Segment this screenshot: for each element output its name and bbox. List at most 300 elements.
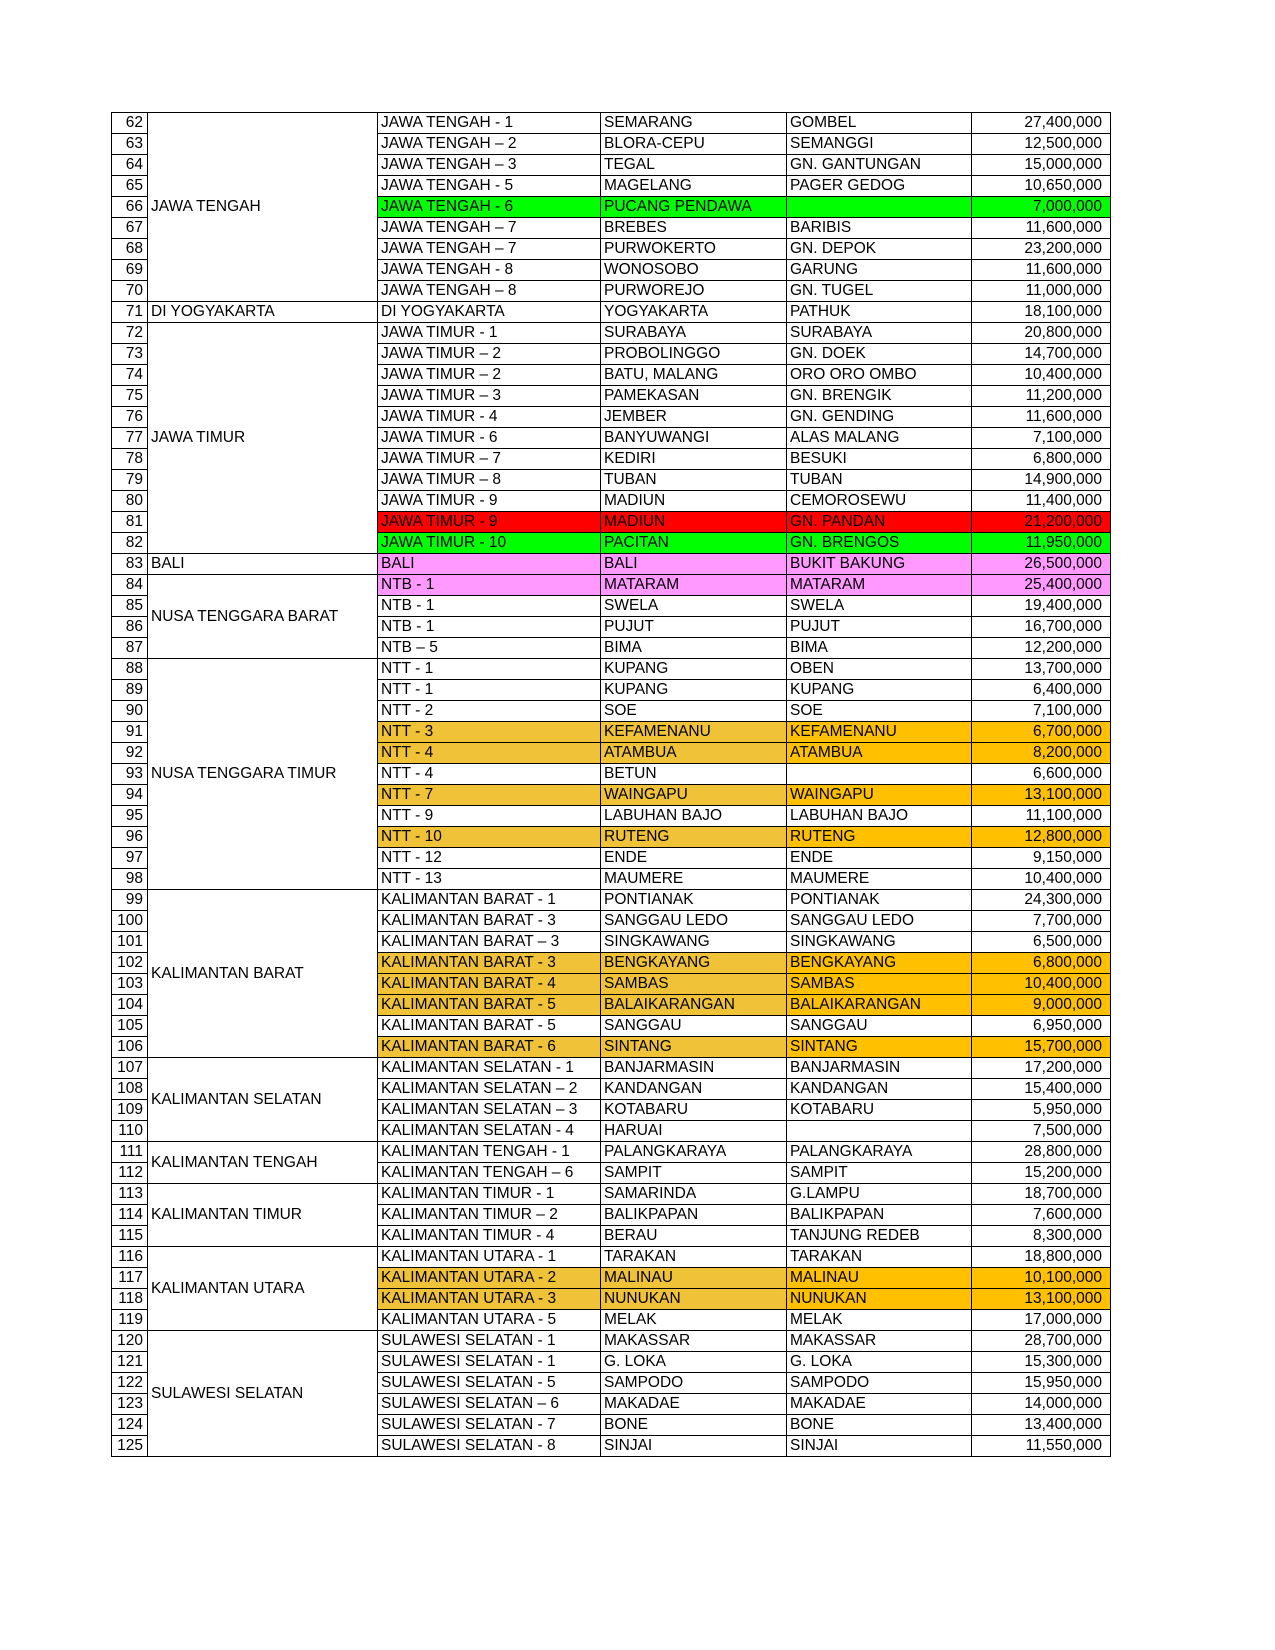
region-cell: NTT - 4	[378, 743, 601, 764]
site-cell: BANJARMASIN	[787, 1058, 972, 1079]
amount-cell: 13,100,000	[972, 1289, 1111, 1310]
amount-cell: 14,700,000	[972, 344, 1111, 365]
row-number-cell: 111	[112, 1142, 148, 1163]
region-cell: SULAWESI SELATAN - 5	[378, 1373, 601, 1394]
row-number-cell: 62	[112, 113, 148, 134]
region-cell: DI YOGYAKARTA	[378, 302, 601, 323]
row-number-cell: 107	[112, 1058, 148, 1079]
city-cell: PONTIANAK	[601, 890, 787, 911]
amount-cell: 6,500,000	[972, 932, 1111, 953]
site-cell: KANDANGAN	[787, 1079, 972, 1100]
row-number-cell: 117	[112, 1268, 148, 1289]
city-cell: BANJARMASIN	[601, 1058, 787, 1079]
city-cell: TEGAL	[601, 155, 787, 176]
amount-cell: 28,700,000	[972, 1331, 1111, 1352]
region-cell: KALIMANTAN BARAT - 1	[378, 890, 601, 911]
city-cell: BETUN	[601, 764, 787, 785]
row-number-cell: 116	[112, 1247, 148, 1268]
region-cell: KALIMANTAN BARAT - 5	[378, 1016, 601, 1037]
region-cell: NTT - 3	[378, 722, 601, 743]
row-number-cell: 74	[112, 365, 148, 386]
row-number-cell: 125	[112, 1436, 148, 1457]
site-cell: GARUNG	[787, 260, 972, 281]
city-cell: KEDIRI	[601, 449, 787, 470]
table-row	[112, 113, 1111, 134]
city-cell: MADIUN	[601, 512, 787, 533]
region-cell: KALIMANTAN SELATAN - 4	[378, 1121, 601, 1142]
region-cell: NTT - 4	[378, 764, 601, 785]
region-cell: BALI	[378, 554, 601, 575]
amount-cell: 19,400,000	[972, 596, 1111, 617]
city-cell: BIMA	[601, 638, 787, 659]
region-cell: SULAWESI SELATAN – 6	[378, 1394, 601, 1415]
region-cell: JAWA TENGAH - 6	[378, 197, 601, 218]
site-cell: PATHUK	[787, 302, 972, 323]
site-cell: KEFAMENANU	[787, 722, 972, 743]
amount-cell: 17,000,000	[972, 1310, 1111, 1331]
city-cell: BANYUWANGI	[601, 428, 787, 449]
row-number-cell: 114	[112, 1205, 148, 1226]
province-cell: NUSA TENGGARA BARAT	[148, 575, 378, 659]
amount-cell: 24,300,000	[972, 890, 1111, 911]
region-cell: NTT - 1	[378, 659, 601, 680]
region-cell: KALIMANTAN TIMUR - 1	[378, 1184, 601, 1205]
site-cell: SANGGAU	[787, 1016, 972, 1037]
city-cell: MATARAM	[601, 575, 787, 596]
region-cell: NTB - 1	[378, 596, 601, 617]
amount-cell: 7,100,000	[972, 428, 1111, 449]
region-cell: JAWA TIMUR - 9	[378, 512, 601, 533]
city-cell: RUTENG	[601, 827, 787, 848]
row-number-cell: 69	[112, 260, 148, 281]
city-cell: PURWOREJO	[601, 281, 787, 302]
region-cell: JAWA TENGAH – 3	[378, 155, 601, 176]
city-cell: MAKASSAR	[601, 1331, 787, 1352]
site-cell: GN. GENDING	[787, 407, 972, 428]
site-cell	[787, 1121, 972, 1142]
city-cell: NUNUKAN	[601, 1289, 787, 1310]
city-cell: PUCANG PENDAWA	[601, 197, 787, 218]
amount-cell: 17,200,000	[972, 1058, 1111, 1079]
region-cell: JAWA TIMUR - 10	[378, 533, 601, 554]
city-cell: BREBES	[601, 218, 787, 239]
province-cell: KALIMANTAN UTARA	[148, 1247, 378, 1331]
site-cell: BIMA	[787, 638, 972, 659]
row-number-cell: 110	[112, 1121, 148, 1142]
province-cell: SULAWESI SELATAN	[148, 1331, 378, 1457]
amount-cell: 11,550,000	[972, 1436, 1111, 1457]
amount-cell: 7,000,000	[972, 197, 1111, 218]
amount-cell: 9,000,000	[972, 995, 1111, 1016]
site-cell: SAMPODO	[787, 1373, 972, 1394]
city-cell: BALAIKARANGAN	[601, 995, 787, 1016]
site-cell: PALANGKARAYA	[787, 1142, 972, 1163]
row-number-cell: 98	[112, 869, 148, 890]
row-number-cell: 65	[112, 176, 148, 197]
row-number-cell: 115	[112, 1226, 148, 1247]
region-cell: KALIMANTAN UTARA - 2	[378, 1268, 601, 1289]
amount-cell: 8,300,000	[972, 1226, 1111, 1247]
region-cell: KALIMANTAN TENGAH - 1	[378, 1142, 601, 1163]
row-number-cell: 68	[112, 239, 148, 260]
amount-cell: 14,900,000	[972, 470, 1111, 491]
city-cell: WONOSOBO	[601, 260, 787, 281]
table-row	[112, 659, 1111, 680]
table-row	[112, 1184, 1111, 1205]
region-cell: NTT - 12	[378, 848, 601, 869]
site-cell: SAMBAS	[787, 974, 972, 995]
row-number-cell: 94	[112, 785, 148, 806]
city-cell: SINTANG	[601, 1037, 787, 1058]
amount-cell: 15,400,000	[972, 1079, 1111, 1100]
amount-cell: 10,400,000	[972, 869, 1111, 890]
amount-cell: 8,200,000	[972, 743, 1111, 764]
row-number-cell: 97	[112, 848, 148, 869]
region-cell: SULAWESI SELATAN - 1	[378, 1331, 601, 1352]
row-number-cell: 75	[112, 386, 148, 407]
region-cell: NTT - 9	[378, 806, 601, 827]
site-cell: GN. DEPOK	[787, 239, 972, 260]
city-cell: MADIUN	[601, 491, 787, 512]
city-cell: PUJUT	[601, 617, 787, 638]
row-number-cell: 84	[112, 575, 148, 596]
city-cell: TUBAN	[601, 470, 787, 491]
city-cell: JEMBER	[601, 407, 787, 428]
site-cell: SWELA	[787, 596, 972, 617]
site-cell: RUTENG	[787, 827, 972, 848]
region-cell: KALIMANTAN BARAT - 6	[378, 1037, 601, 1058]
region-cell: KALIMANTAN UTARA - 3	[378, 1289, 601, 1310]
city-cell: HARUAI	[601, 1121, 787, 1142]
site-cell: MATARAM	[787, 575, 972, 596]
row-number-cell: 105	[112, 1016, 148, 1037]
site-cell: NUNUKAN	[787, 1289, 972, 1310]
table-row	[112, 1247, 1111, 1268]
row-number-cell: 89	[112, 680, 148, 701]
amount-cell: 26,500,000	[972, 554, 1111, 575]
province-cell: KALIMANTAN TENGAH	[148, 1142, 378, 1184]
region-cell: KALIMANTAN SELATAN – 3	[378, 1100, 601, 1121]
row-number-cell: 90	[112, 701, 148, 722]
site-cell: MALINAU	[787, 1268, 972, 1289]
city-cell: WAINGAPU	[601, 785, 787, 806]
row-number-cell: 73	[112, 344, 148, 365]
city-cell: SURABAYA	[601, 323, 787, 344]
table-row	[112, 1058, 1111, 1079]
city-cell: SAMARINDA	[601, 1184, 787, 1205]
site-cell: MELAK	[787, 1310, 972, 1331]
site-cell	[787, 764, 972, 785]
site-cell: SEMANGGI	[787, 134, 972, 155]
row-number-cell: 63	[112, 134, 148, 155]
amount-cell: 15,700,000	[972, 1037, 1111, 1058]
region-cell: SULAWESI SELATAN - 8	[378, 1436, 601, 1457]
amount-cell: 13,400,000	[972, 1415, 1111, 1436]
amount-cell: 9,150,000	[972, 848, 1111, 869]
amount-cell: 11,000,000	[972, 281, 1111, 302]
site-cell: BALIKPAPAN	[787, 1205, 972, 1226]
amount-cell: 25,400,000	[972, 575, 1111, 596]
amount-cell: 13,100,000	[972, 785, 1111, 806]
region-cell: KALIMANTAN BARAT - 3	[378, 911, 601, 932]
amount-cell: 10,400,000	[972, 365, 1111, 386]
site-cell: TARAKAN	[787, 1247, 972, 1268]
region-cell: KALIMANTAN UTARA - 1	[378, 1247, 601, 1268]
region-cell: KALIMANTAN SELATAN - 1	[378, 1058, 601, 1079]
province-cell: BALI	[148, 554, 378, 575]
site-cell: CEMOROSEWU	[787, 491, 972, 512]
site-cell: GN. DOEK	[787, 344, 972, 365]
amount-cell: 18,100,000	[972, 302, 1111, 323]
city-cell: G. LOKA	[601, 1352, 787, 1373]
site-cell: BALAIKARANGAN	[787, 995, 972, 1016]
site-cell: PAGER GEDOG	[787, 176, 972, 197]
province-cell: KALIMANTAN TIMUR	[148, 1184, 378, 1247]
row-number-cell: 72	[112, 323, 148, 344]
row-number-cell: 102	[112, 953, 148, 974]
city-cell: SANGGAU	[601, 1016, 787, 1037]
city-cell: KEFAMENANU	[601, 722, 787, 743]
row-number-cell: 103	[112, 974, 148, 995]
site-cell: MAKASSAR	[787, 1331, 972, 1352]
city-cell: ATAMBUA	[601, 743, 787, 764]
city-cell: SINGKAWANG	[601, 932, 787, 953]
city-cell: SANGGAU LEDO	[601, 911, 787, 932]
city-cell: KUPANG	[601, 659, 787, 680]
site-cell: GN. BRENGIK	[787, 386, 972, 407]
amount-cell: 11,600,000	[972, 407, 1111, 428]
row-number-cell: 121	[112, 1352, 148, 1373]
table-row	[112, 1142, 1111, 1163]
row-number-cell: 99	[112, 890, 148, 911]
city-cell: BATU, MALANG	[601, 365, 787, 386]
amount-cell: 6,600,000	[972, 764, 1111, 785]
region-cell: NTT - 7	[378, 785, 601, 806]
province-cell: DI YOGYAKARTA	[148, 302, 378, 323]
province-cell: NUSA TENGGARA TIMUR	[148, 659, 378, 890]
row-number-cell: 122	[112, 1373, 148, 1394]
region-cell: KALIMANTAN BARAT - 3	[378, 953, 601, 974]
amount-cell: 11,200,000	[972, 386, 1111, 407]
region-cell: NTT - 13	[378, 869, 601, 890]
city-cell: BLORA-CEPU	[601, 134, 787, 155]
row-number-cell: 85	[112, 596, 148, 617]
region-cell: NTT - 10	[378, 827, 601, 848]
city-cell: MELAK	[601, 1310, 787, 1331]
amount-cell: 7,600,000	[972, 1205, 1111, 1226]
site-cell: GN. PANDAN	[787, 512, 972, 533]
city-cell: PROBOLINGGO	[601, 344, 787, 365]
city-cell: PACITAN	[601, 533, 787, 554]
region-cell: NTB - 1	[378, 575, 601, 596]
site-cell: BARIBIS	[787, 218, 972, 239]
row-number-cell: 96	[112, 827, 148, 848]
city-cell: BALIKPAPAN	[601, 1205, 787, 1226]
city-cell: KOTABARU	[601, 1100, 787, 1121]
row-number-cell: 86	[112, 617, 148, 638]
table-row	[112, 890, 1111, 911]
table-row	[112, 302, 1111, 323]
region-cell: KALIMANTAN TENGAH – 6	[378, 1163, 601, 1184]
amount-cell: 11,600,000	[972, 260, 1111, 281]
row-number-cell: 93	[112, 764, 148, 785]
city-cell: KANDANGAN	[601, 1079, 787, 1100]
amount-cell: 15,000,000	[972, 155, 1111, 176]
row-number-cell: 83	[112, 554, 148, 575]
city-cell: YOGYAKARTA	[601, 302, 787, 323]
site-cell: PONTIANAK	[787, 890, 972, 911]
site-cell: TUBAN	[787, 470, 972, 491]
amount-cell: 10,100,000	[972, 1268, 1111, 1289]
region-cell: JAWA TENGAH – 8	[378, 281, 601, 302]
row-number-cell: 66	[112, 197, 148, 218]
city-cell: SAMPIT	[601, 1163, 787, 1184]
region-cell: JAWA TENGAH - 1	[378, 113, 601, 134]
amount-cell: 6,700,000	[972, 722, 1111, 743]
amount-cell: 12,500,000	[972, 134, 1111, 155]
city-cell: BENGKAYANG	[601, 953, 787, 974]
amount-cell: 16,700,000	[972, 617, 1111, 638]
region-cell: KALIMANTAN BARAT - 5	[378, 995, 601, 1016]
city-cell: PALANGKARAYA	[601, 1142, 787, 1163]
amount-cell: 27,400,000	[972, 113, 1111, 134]
site-cell: BUKIT BAKUNG	[787, 554, 972, 575]
row-number-cell: 64	[112, 155, 148, 176]
row-number-cell: 124	[112, 1415, 148, 1436]
amount-cell: 18,800,000	[972, 1247, 1111, 1268]
city-cell: LABUHAN BAJO	[601, 806, 787, 827]
region-cell: JAWA TIMUR – 8	[378, 470, 601, 491]
amount-cell: 5,950,000	[972, 1100, 1111, 1121]
site-cell: GN. GANTUNGAN	[787, 155, 972, 176]
region-cell: JAWA TIMUR – 2	[378, 344, 601, 365]
row-number-cell: 78	[112, 449, 148, 470]
amount-cell: 18,700,000	[972, 1184, 1111, 1205]
amount-cell: 7,500,000	[972, 1121, 1111, 1142]
amount-cell: 6,950,000	[972, 1016, 1111, 1037]
region-cell: KALIMANTAN SELATAN – 2	[378, 1079, 601, 1100]
row-number-cell: 77	[112, 428, 148, 449]
row-number-cell: 120	[112, 1331, 148, 1352]
city-cell: MAUMERE	[601, 869, 787, 890]
row-number-cell: 101	[112, 932, 148, 953]
site-cell: SAMPIT	[787, 1163, 972, 1184]
city-cell: SINJAI	[601, 1436, 787, 1457]
region-cell: KALIMANTAN TIMUR - 4	[378, 1226, 601, 1247]
row-number-cell: 108	[112, 1079, 148, 1100]
amount-cell: 11,100,000	[972, 806, 1111, 827]
region-cell: SULAWESI SELATAN - 7	[378, 1415, 601, 1436]
row-number-cell: 91	[112, 722, 148, 743]
region-cell: JAWA TIMUR - 1	[378, 323, 601, 344]
amount-cell: 6,800,000	[972, 449, 1111, 470]
site-cell: ATAMBUA	[787, 743, 972, 764]
site-cell: BESUKI	[787, 449, 972, 470]
province-cell: KALIMANTAN SELATAN	[148, 1058, 378, 1142]
amount-cell: 11,600,000	[972, 218, 1111, 239]
region-cell: JAWA TIMUR - 6	[378, 428, 601, 449]
site-cell: LABUHAN BAJO	[787, 806, 972, 827]
city-cell: BERAU	[601, 1226, 787, 1247]
amount-cell: 12,200,000	[972, 638, 1111, 659]
city-cell: BALI	[601, 554, 787, 575]
amount-cell: 6,800,000	[972, 953, 1111, 974]
region-cell: JAWA TENGAH – 7	[378, 218, 601, 239]
region-cell: SULAWESI SELATAN - 1	[378, 1352, 601, 1373]
region-cell: NTT - 2	[378, 701, 601, 722]
row-number-cell: 119	[112, 1310, 148, 1331]
site-cell: G.LAMPU	[787, 1184, 972, 1205]
site-cell: BONE	[787, 1415, 972, 1436]
site-cell: SURABAYA	[787, 323, 972, 344]
row-number-cell: 104	[112, 995, 148, 1016]
region-cell: JAWA TIMUR - 9	[378, 491, 601, 512]
site-cell: ENDE	[787, 848, 972, 869]
region-cell: JAWA TIMUR – 7	[378, 449, 601, 470]
amount-cell: 13,700,000	[972, 659, 1111, 680]
row-number-cell: 109	[112, 1100, 148, 1121]
site-cell: MAUMERE	[787, 869, 972, 890]
amount-cell: 7,700,000	[972, 911, 1111, 932]
region-cell: NTB – 5	[378, 638, 601, 659]
amount-cell: 28,800,000	[972, 1142, 1111, 1163]
city-cell: TARAKAN	[601, 1247, 787, 1268]
site-cell: KUPANG	[787, 680, 972, 701]
amount-cell: 11,950,000	[972, 533, 1111, 554]
amount-cell: 21,200,000	[972, 512, 1111, 533]
city-cell: MAKADAE	[601, 1394, 787, 1415]
city-cell: SEMARANG	[601, 113, 787, 134]
region-cell: NTB - 1	[378, 617, 601, 638]
region-cell: KALIMANTAN UTARA - 5	[378, 1310, 601, 1331]
city-cell: SAMBAS	[601, 974, 787, 995]
site-price-table	[111, 112, 1111, 1457]
city-cell: SWELA	[601, 596, 787, 617]
amount-cell: 6,400,000	[972, 680, 1111, 701]
row-number-cell: 87	[112, 638, 148, 659]
row-number-cell: 67	[112, 218, 148, 239]
site-cell: BENGKAYANG	[787, 953, 972, 974]
row-number-cell: 106	[112, 1037, 148, 1058]
table-row	[112, 1331, 1111, 1352]
site-cell: OBEN	[787, 659, 972, 680]
site-cell: SINGKAWANG	[787, 932, 972, 953]
site-cell: KOTABARU	[787, 1100, 972, 1121]
region-cell: KALIMANTAN BARAT – 3	[378, 932, 601, 953]
site-cell: ALAS MALANG	[787, 428, 972, 449]
row-number-cell: 70	[112, 281, 148, 302]
site-cell: G. LOKA	[787, 1352, 972, 1373]
amount-cell: 12,800,000	[972, 827, 1111, 848]
region-cell: JAWA TENGAH - 5	[378, 176, 601, 197]
amount-cell: 15,950,000	[972, 1373, 1111, 1394]
row-number-cell: 82	[112, 533, 148, 554]
amount-cell: 23,200,000	[972, 239, 1111, 260]
row-number-cell: 71	[112, 302, 148, 323]
row-number-cell: 92	[112, 743, 148, 764]
city-cell: SOE	[601, 701, 787, 722]
row-number-cell: 95	[112, 806, 148, 827]
region-cell: KALIMANTAN BARAT - 4	[378, 974, 601, 995]
row-number-cell: 79	[112, 470, 148, 491]
city-cell: KUPANG	[601, 680, 787, 701]
region-cell: JAWA TENGAH – 2	[378, 134, 601, 155]
site-cell: WAINGAPU	[787, 785, 972, 806]
site-cell	[787, 197, 972, 218]
province-cell: JAWA TIMUR	[148, 323, 378, 554]
city-cell: MALINAU	[601, 1268, 787, 1289]
province-cell: JAWA TENGAH	[148, 113, 378, 302]
